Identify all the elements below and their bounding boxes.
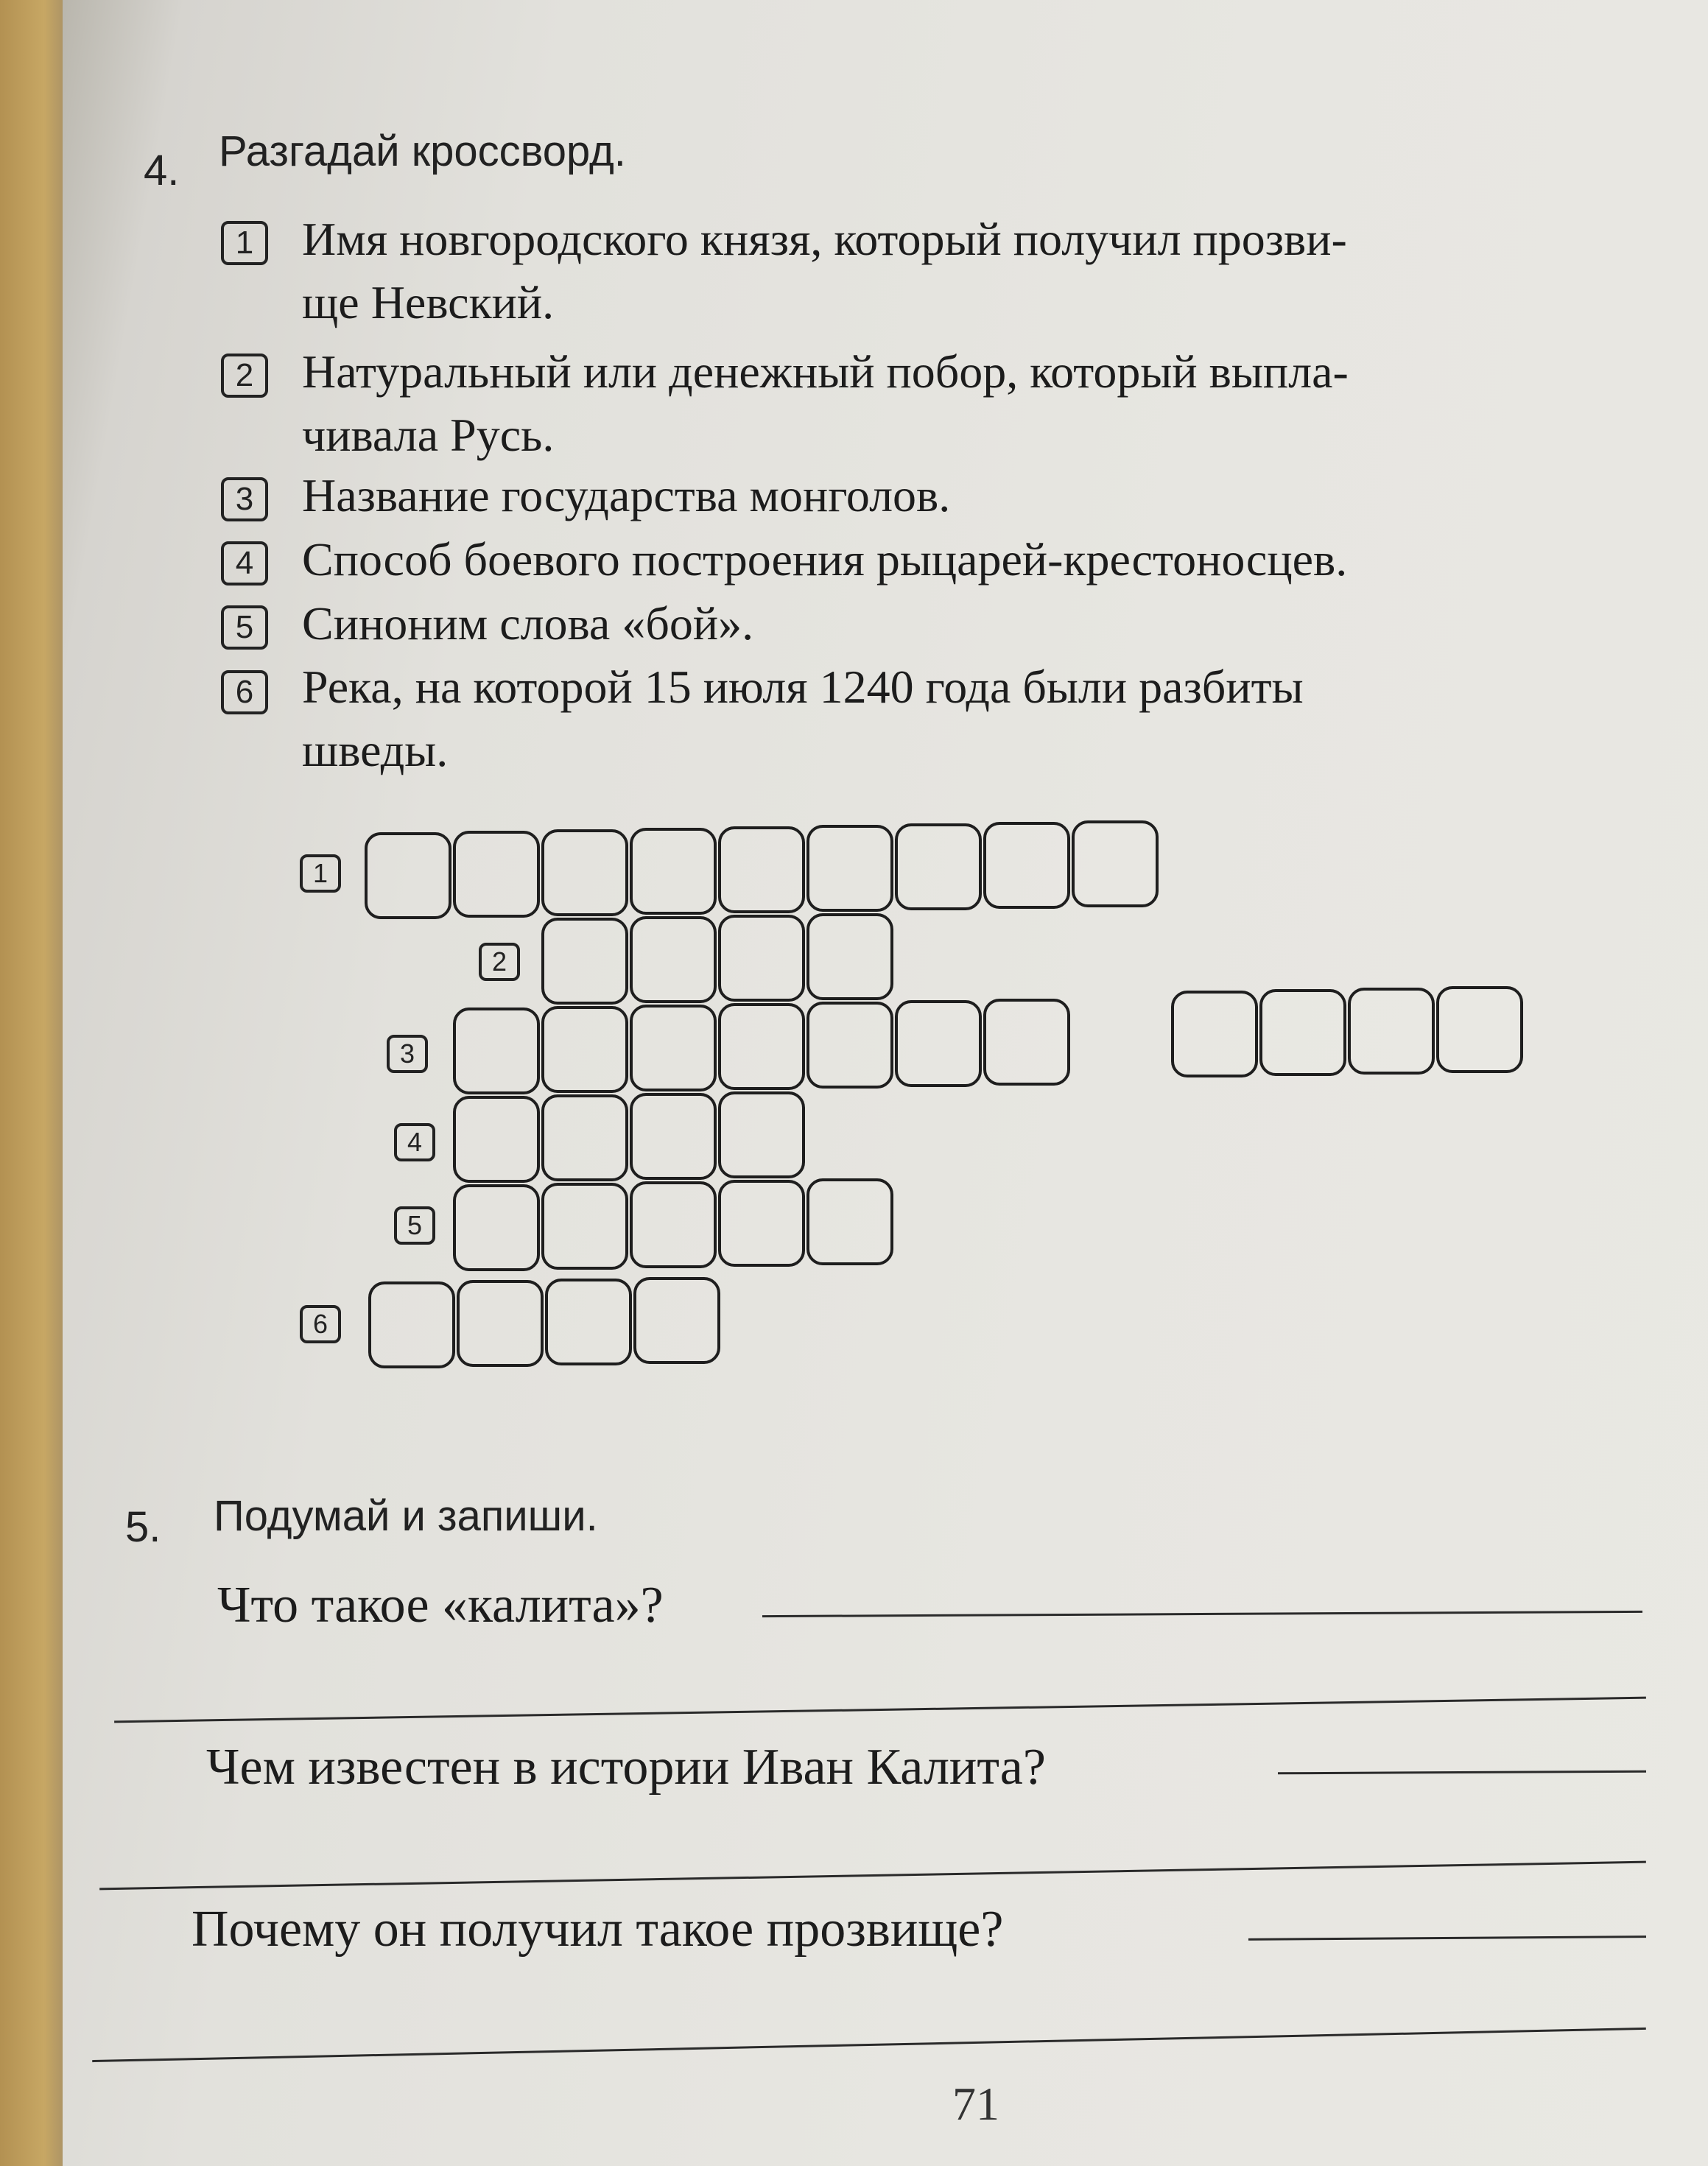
- crossword-cell[interactable]: [630, 1181, 717, 1268]
- row-4-label: 4: [394, 1123, 435, 1161]
- crossword-cell[interactable]: [365, 832, 451, 919]
- task5-title: Подумай и запиши.: [214, 1492, 598, 1540]
- crossword-cell[interactable]: [1436, 986, 1523, 1073]
- crossword-cell[interactable]: [895, 823, 982, 910]
- crossword-cell[interactable]: [457, 1280, 544, 1367]
- clue-6: [302, 655, 1613, 782]
- crossword-cell[interactable]: [633, 1277, 720, 1364]
- clue-6-badge: 6: [221, 670, 268, 714]
- crossword-cell[interactable]: [718, 1091, 805, 1178]
- clue-1-badge: 1: [221, 221, 268, 265]
- clue-6-line1: Река, на которой 15 июля 1240 года были разбиты: [302, 661, 1304, 713]
- clue-5-badge: 5: [221, 605, 268, 650]
- crossword-cell[interactable]: [541, 829, 628, 916]
- clue-6-line2: шведы.: [302, 724, 449, 776]
- crossword-cell[interactable]: [541, 1006, 628, 1093]
- crossword-cell[interactable]: [630, 916, 717, 1003]
- crossword-cell[interactable]: [983, 999, 1070, 1086]
- clue-1: [302, 208, 1613, 334]
- crossword-cell[interactable]: [718, 915, 805, 1002]
- crossword-cell[interactable]: [983, 822, 1070, 909]
- crossword-cell[interactable]: [541, 1183, 628, 1270]
- clue-4-badge: 4: [221, 541, 268, 586]
- crossword-cell[interactable]: [453, 831, 540, 918]
- crossword-cell[interactable]: [806, 1002, 893, 1089]
- crossword-cell[interactable]: [718, 1003, 805, 1090]
- crossword-cell[interactable]: [545, 1279, 632, 1365]
- task4-number: 4.: [144, 147, 180, 194]
- crossword-cell[interactable]: [453, 1096, 540, 1183]
- row-1-label: 1: [300, 854, 341, 893]
- crossword-cell[interactable]: [806, 1178, 893, 1265]
- clue-5: Синоним слова «бой».: [302, 597, 754, 650]
- clue-1-line2: ще Невский.: [302, 276, 555, 328]
- crossword-cell[interactable]: [630, 828, 717, 915]
- crossword-cell[interactable]: [541, 918, 628, 1005]
- answer-line[interactable]: [1278, 1771, 1646, 1775]
- crossword-cell[interactable]: [806, 913, 893, 1000]
- page-number: 71: [952, 2078, 999, 2130]
- crossword-cell[interactable]: [541, 1094, 628, 1181]
- answer-line[interactable]: [92, 2028, 1646, 2062]
- crossword-cell[interactable]: [806, 825, 893, 912]
- question-ivan-kalita-fame: Чем известен в истории Иван Калита?: [206, 1739, 1046, 1796]
- clue-2-line2: чивала Русь.: [302, 409, 555, 461]
- crossword-cell[interactable]: [1072, 820, 1159, 907]
- clue-2-badge: 2: [221, 354, 268, 398]
- clue-3-badge: 3: [221, 477, 268, 521]
- clue-4: Способ боевого построения рыцарей-крестоносцев.: [302, 533, 1348, 586]
- question-nickname-reason: Почему он получил такое прозвище?: [191, 1901, 1004, 1958]
- answer-line[interactable]: [1248, 1935, 1646, 1941]
- answer-line[interactable]: [99, 1861, 1646, 1891]
- task4-title: Разгадай кроссворд.: [219, 127, 626, 175]
- row-6-label: 6: [300, 1305, 341, 1343]
- row-2-label: 2: [479, 943, 520, 981]
- crossword-cell[interactable]: [453, 1008, 540, 1094]
- crossword-cell[interactable]: [1259, 989, 1346, 1076]
- crossword-cell[interactable]: [1348, 988, 1435, 1075]
- row-5-label: 5: [394, 1206, 435, 1245]
- answer-line[interactable]: [114, 1697, 1646, 1723]
- task5-number: 5.: [125, 1503, 161, 1551]
- clue-3: Название государства монголов.: [302, 469, 951, 521]
- crossword-cell[interactable]: [1171, 991, 1258, 1077]
- crossword-cell[interactable]: [895, 1000, 982, 1087]
- crossword-cell[interactable]: [630, 1093, 717, 1180]
- crossword-cell[interactable]: [453, 1184, 540, 1271]
- crossword-cell[interactable]: [718, 826, 805, 913]
- clue-1-line1: Имя новгородского князя, который получил прозви-: [302, 213, 1347, 265]
- workbook-page: [63, 0, 1708, 2166]
- crossword-cell[interactable]: [368, 1281, 455, 1368]
- question-kalita-meaning: Что такое «калита»?: [217, 1577, 664, 1634]
- row-3-label: 3: [387, 1035, 428, 1073]
- crossword-cell[interactable]: [718, 1180, 805, 1267]
- answer-line[interactable]: [762, 1611, 1642, 1617]
- clue-2-line1: Натуральный или денежный побор, который выпла-: [302, 345, 1349, 398]
- crossword-cell[interactable]: [630, 1005, 717, 1091]
- clue-2: [302, 340, 1613, 467]
